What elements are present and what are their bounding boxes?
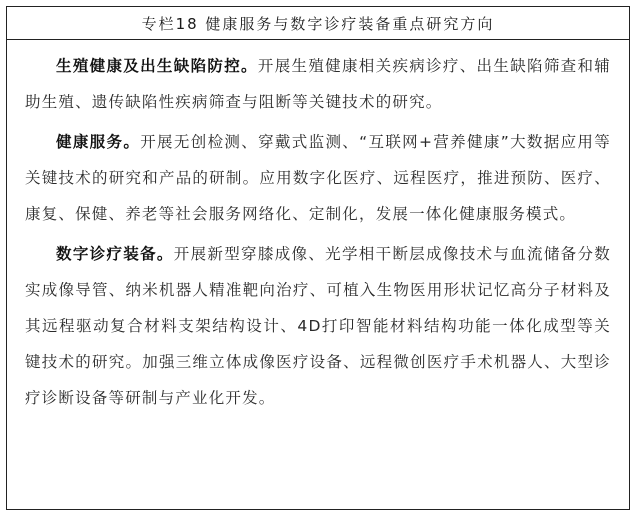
paragraph-lead: 数字诊疗装备。 — [56, 245, 174, 263]
paragraph-health-services — [25, 124, 611, 232]
box-content — [7, 40, 629, 416]
paragraph-digital-equipment — [25, 236, 611, 416]
paragraph-text: 开展生殖健康相关疾病诊疗、出生缺陷筛查和辅助生殖、遗传缺陷性疾病筛查与阻断等关键技术的研究。 — [25, 57, 612, 111]
paragraph-reproductive-health — [25, 48, 611, 120]
paragraph-text: 开展新型穿膝成像、光学相干断层成像技术与血流储备分数实成像导管、纳米机器人精准靶向治疗、可植入生物医用形状记忆高分子材料及其远程驱动复合材料支架结构设计、4D打印智能材料结构功能一体化成型等关键技术的研究。加强三维立体成像医疗设备、远程微创医疗手术机器人、大型诊疗诊断设备等研制与产业化开发。 — [25, 245, 612, 407]
text-box — [6, 6, 630, 510]
box-title: 专栏18 健康服务与数字诊疗装备重点研究方向 — [7, 7, 629, 40]
paragraph-text: 开展无创检测、穿戴式监测、“互联网+营养健康”大数据应用等关键技术的研究和产品的研制。应用数字化医疗、远程医疗，推进预防、医疗、康复、保健、养老等社会服务网络化、定制化，发展一体化健康服务模式。 — [25, 133, 611, 223]
paragraph-lead: 健康服务。 — [56, 133, 141, 151]
paragraph-lead: 生殖健康及出生缺陷防控。 — [56, 57, 258, 75]
